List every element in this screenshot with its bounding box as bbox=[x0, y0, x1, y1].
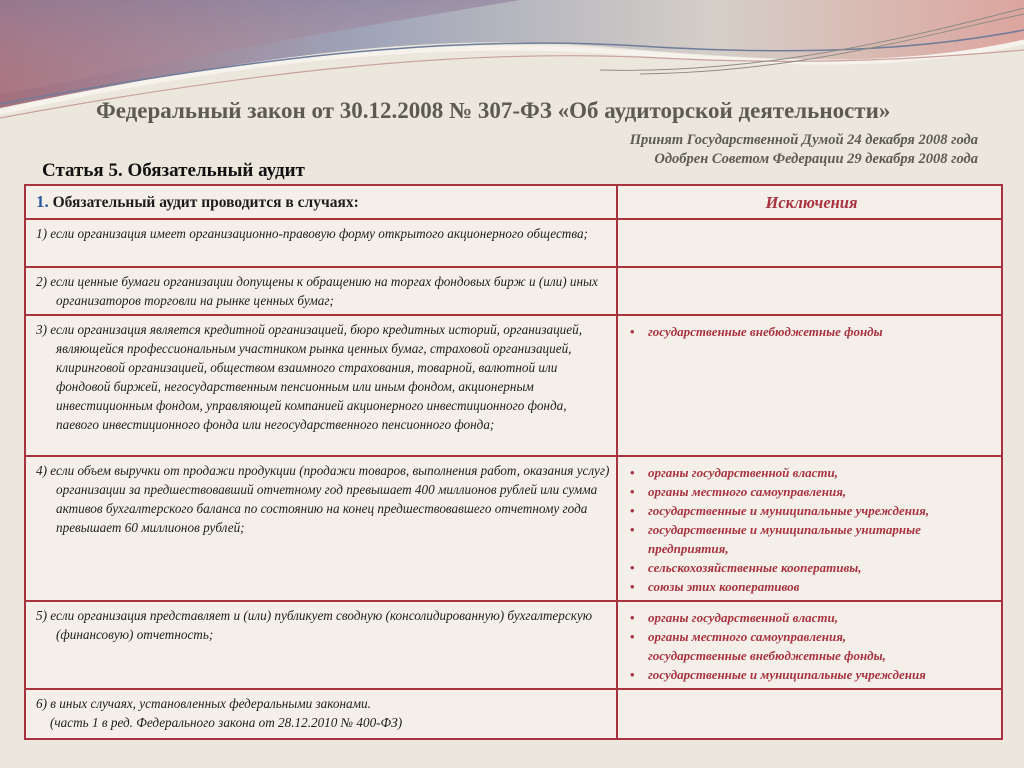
bullet: • bbox=[630, 465, 635, 480]
table-row bbox=[25, 601, 1002, 689]
table-row bbox=[25, 267, 1002, 315]
table-row bbox=[25, 219, 1002, 267]
exceptions-cell bbox=[617, 315, 1002, 456]
list-item bbox=[628, 665, 995, 684]
exceptions-list bbox=[628, 320, 995, 341]
list-item bbox=[628, 463, 995, 482]
exception-text: органы местного самоуправления, bbox=[648, 629, 847, 644]
exception-text: сельскохозяйственные кооперативы, bbox=[648, 560, 862, 575]
exceptions-list bbox=[628, 461, 995, 596]
exceptions-list bbox=[628, 606, 995, 684]
bullet: • bbox=[630, 484, 635, 499]
bullet: • bbox=[630, 667, 635, 682]
case-text: 6) в иных случаях, установленных федеральными законами. bbox=[36, 696, 371, 711]
exception-text: органы государственной власти, bbox=[648, 465, 839, 480]
exceptions-cell bbox=[617, 219, 1002, 267]
table-row bbox=[25, 689, 1002, 739]
adoption-note: Принят Государственной Думой 24 декабря 2008 года bbox=[629, 132, 978, 148]
bullet: • bbox=[630, 522, 635, 537]
bullet: • bbox=[630, 629, 635, 644]
case-text: 3) если организация является кредитной организацией, бюро кредитных историй, организацией, являющейся профессиональным участником рынка ценных бумаг, страховой организацией, клиринговой организацией, обществом взаимного страхования, товарной, валютной или фондовой биржей, негосударственным пенсионным или иным фондом, акционерным инвестиционным фондом, управляющей компанией акционерного инвестиционного фонда, паевого инвестиционного фонда или негосударственного пенсионного фонда; bbox=[36, 322, 583, 432]
exception-text: государственные внебюджетные фонды, bbox=[648, 648, 886, 663]
case-cell bbox=[25, 315, 617, 456]
article-heading: Статья 5. Обязательный аудит bbox=[42, 160, 305, 181]
case-text: 2) если ценные бумаги организации допущены к обращению на торгах фондовых бирж и (или) иных организаторов торговли на рынке ценных бумаг; bbox=[36, 274, 598, 308]
list-item bbox=[628, 501, 995, 520]
bullet: • bbox=[630, 503, 635, 518]
exception-text: органы государственной власти, bbox=[648, 610, 839, 625]
exception-text: государственные и муниципальные учреждения, bbox=[648, 503, 930, 518]
exceptions-cell bbox=[617, 689, 1002, 739]
header-exceptions: Исключения bbox=[617, 185, 1002, 219]
list-item bbox=[628, 558, 995, 577]
exception-text: государственные и муниципальные учреждения bbox=[648, 667, 926, 682]
header-cases bbox=[25, 185, 617, 219]
list-item bbox=[628, 520, 995, 558]
table-row bbox=[25, 315, 1002, 456]
exception-text: органы местного самоуправления, bbox=[648, 484, 847, 499]
case-text: 4) если объем выручки от продажи продукции (продажи товаров, выполнения работ, оказания услуг) организации за предшествовавший отчетному год превышает 400 миллионов рублей или сумма активов бухгалтерского баланса по состоянию на конец предшествовавшего отчетному года превышает 60 миллионов рублей; bbox=[36, 463, 610, 535]
case-cell bbox=[25, 456, 617, 601]
list-item bbox=[628, 577, 995, 596]
exception-text: государственные внебюджетные фонды bbox=[648, 324, 883, 339]
case-text: 5) если организация представляет и (или) публикует сводную (консолидированную) бухгалтерскую (финансовую) отчетность; bbox=[36, 608, 593, 642]
amendment-note: (часть 1 в ред. Федерального закона от 28.12.2010 № 400-ФЗ) bbox=[50, 715, 403, 730]
exceptions-cell bbox=[617, 267, 1002, 315]
audit-table bbox=[24, 184, 1003, 740]
approval-note: Одобрен Советом Федерации 29 декабря 2008 года bbox=[654, 151, 978, 167]
case-text: 1) если организация имеет организационно-правовую форму открытого акционерного общества; bbox=[36, 226, 588, 241]
exception-text: государственные и муниципальные унитарные предприятия, bbox=[648, 522, 921, 556]
case-cell bbox=[25, 219, 617, 267]
case-cell bbox=[25, 601, 617, 689]
table-row bbox=[25, 456, 1002, 601]
header-number: 1. bbox=[36, 192, 49, 211]
bullet: • bbox=[630, 610, 635, 625]
bullet: • bbox=[630, 560, 635, 575]
page-title: Федеральный закон от 30.12.2008 № 307-ФЗ «Об аудиторской деятельности» bbox=[96, 98, 891, 123]
header-cases-label: Обязательный аудит проводится в случаях: bbox=[48, 194, 359, 211]
exception-text: союзы этих кооперативов bbox=[648, 579, 800, 594]
bullet: • bbox=[630, 579, 635, 594]
list-item bbox=[628, 322, 995, 341]
list-item bbox=[628, 627, 995, 646]
list-item bbox=[628, 482, 995, 501]
case-cell bbox=[25, 689, 617, 739]
table-header-row bbox=[25, 185, 1002, 219]
list-item bbox=[628, 646, 995, 665]
case-cell bbox=[25, 267, 617, 315]
exceptions-cell bbox=[617, 601, 1002, 689]
list-item bbox=[628, 608, 995, 627]
exceptions-cell bbox=[617, 456, 1002, 601]
bullet: • bbox=[630, 324, 635, 339]
